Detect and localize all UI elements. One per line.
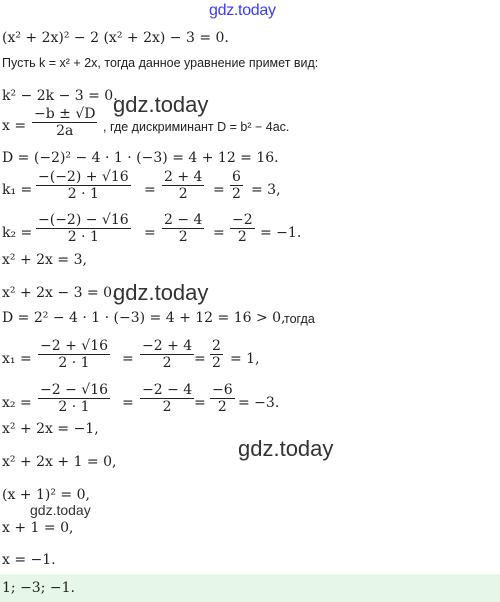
equation-main: (x² + 2x)² − 2 (x² + 2x) − 3 = 0. [2, 30, 229, 46]
x2-denominator-2: 2 [162, 399, 172, 415]
k2-numerator-3: −2 [232, 212, 253, 228]
x1-fraction-1 [38, 338, 110, 371]
k1-denominator-3: 2 [232, 186, 241, 202]
x1-equals-2: = [194, 351, 206, 367]
case2-quadratic: x² + 2x + 1 = 0, [2, 454, 117, 470]
answer-highlight [0, 574, 500, 602]
watermark-2: gdz.today [113, 280, 209, 305]
x1-denominator-2: 2 [162, 355, 172, 371]
x1-numerator-1: −2 + √16 [40, 338, 109, 354]
k1-numerator-2: 2 + 4 [164, 169, 203, 185]
k2-fraction-1 [36, 212, 131, 245]
k1-equals-1: = [144, 182, 156, 198]
k1-equals-2: = [213, 182, 225, 198]
discriminant-x-word: тогда [284, 312, 315, 326]
case2-equation: x² + 2x = −1, [2, 421, 99, 437]
x1-denominator-3: 2 [212, 355, 221, 371]
k1-denominator-1: 2 · 1 [67, 186, 99, 202]
x1-fraction-3 [210, 338, 223, 371]
k2-fraction-2 [162, 212, 204, 245]
x1-result: = 1, [230, 351, 260, 367]
x1-equals-1: = [122, 351, 134, 367]
case1-quadratic: x² + 2x − 3 = 0. [2, 285, 117, 301]
k1-denominator-2: 2 [178, 186, 188, 202]
k1-numerator-3: 6 [232, 169, 241, 185]
x1-denominator-1: 2 · 1 [58, 355, 90, 371]
x2-result: = −3. [238, 395, 280, 411]
x2-fraction-1 [38, 382, 110, 415]
k1-result: = 3, [251, 182, 281, 198]
k2-result: = −1. [260, 225, 302, 241]
watermark-3: gdz.today [238, 436, 334, 461]
k2-numerator-2: 2 − 4 [164, 212, 203, 228]
k2-lhs: k₂ = [2, 225, 33, 241]
formula-x-lhs: x = [2, 118, 27, 134]
watermark-top: gdz.today [209, 2, 276, 19]
k2-denominator-2: 2 [178, 229, 188, 245]
x2-numerator-2: −2 − 4 [142, 382, 193, 398]
k1-fraction-1 [36, 169, 131, 202]
watermark-4: gdz.today [30, 502, 91, 518]
watermark-1: gdz.today [113, 92, 209, 117]
k2-denominator-1: 2 · 1 [67, 229, 99, 245]
discriminant-x: D = 2² − 4 · 1 · (−3) = 4 + 12 = 16 > 0, [2, 310, 286, 326]
case2-solution: x = −1. [2, 552, 56, 568]
equation-k: k² − 2k − 3 = 0. [2, 88, 118, 104]
discriminant-k: D = (−2)² − 4 · 1 · (−3) = 4 + 12 = 16. [2, 150, 279, 166]
x2-numerator-3: −6 [212, 382, 233, 398]
x2-equals-1: = [122, 395, 134, 411]
k2-equals-2: = [213, 225, 225, 241]
x2-fraction-3 [210, 382, 235, 415]
case2-square: (x + 1)² = 0, [2, 487, 90, 503]
x2-fraction-2 [140, 382, 194, 415]
k2-numerator-1: −(−2) − √16 [38, 212, 129, 228]
x1-numerator-2: −2 + 4 [142, 338, 193, 354]
x2-denominator-1: 2 · 1 [58, 399, 90, 415]
x1-numerator-3: 2 [212, 338, 221, 354]
x1-fraction-2 [140, 338, 194, 371]
formula-x-denominator: 2a [56, 123, 74, 139]
formula-x-fraction [32, 106, 97, 139]
x2-equals-2: = [194, 395, 206, 411]
x1-lhs: x₁ = [2, 351, 32, 367]
x2-numerator-1: −2 − √16 [40, 382, 109, 398]
k2-equals-1: = [144, 225, 156, 241]
k1-lhs: k₁ = [2, 182, 33, 198]
k1-fraction-3 [230, 169, 243, 202]
case2-linear: x + 1 = 0, [2, 520, 74, 536]
answer-line: 1; −3; −1. [2, 580, 75, 596]
x2-lhs: x₂ = [2, 395, 32, 411]
case1-equation: x² + 2x = 3, [2, 252, 87, 268]
k1-fraction-2 [162, 169, 204, 202]
k2-fraction-3 [230, 212, 255, 245]
x2-denominator-3: 2 [217, 399, 227, 415]
substitution-text: Пусть k = x² + 2x, тогда данное уравнение примет вид: [2, 56, 319, 70]
formula-x-numerator: −b ± √D [34, 106, 96, 122]
k1-numerator-1: −(−2) + √16 [38, 169, 129, 185]
formula-discriminant-text: , где дискриминант D = b² − 4ac. [103, 120, 290, 134]
k2-denominator-3: 2 [237, 229, 247, 245]
